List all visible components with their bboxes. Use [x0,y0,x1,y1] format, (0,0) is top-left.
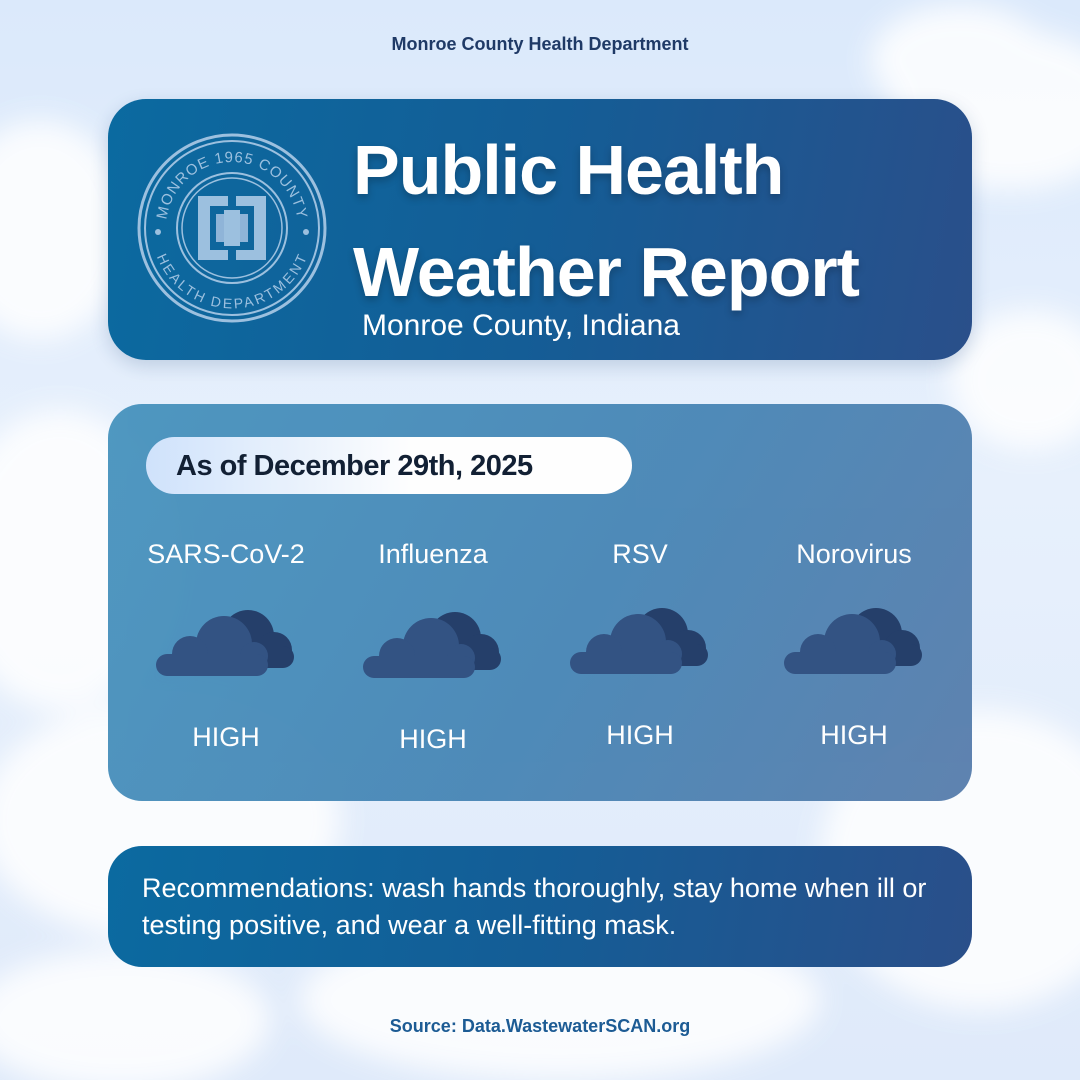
cloudy-icon [570,604,710,676]
levels-card [108,404,972,801]
organization-name: Monroe County Health Department [391,34,689,54]
pathogen-rsv [540,534,740,751]
title-line-2: Weather Report [353,233,859,311]
location-subtitle: Monroe County, Indiana [362,309,680,342]
county-seal-logo [136,132,328,324]
pathogen-name: Influenza [378,539,488,569]
report-date: As of December 29th, 2025 [176,450,533,482]
recommendations-card [108,846,972,967]
level-label: HIGH [820,720,888,750]
pathogen-sars-cov-2 [126,534,326,753]
cloudy-icon [784,604,924,676]
pathogen-name: RSV [612,539,668,569]
pathogen-name: Norovirus [796,539,912,569]
level-label: HIGH [192,722,260,752]
date-pill [146,437,632,494]
page-title [353,119,859,323]
cloudy-icon [156,606,296,678]
pathogen-influenza [333,534,533,755]
source-citation: Source: Data.WastewaterSCAN.org [389,1016,691,1036]
title-line-1: Public Health [353,131,784,209]
header-card [108,99,972,360]
cloudy-icon [363,608,503,680]
level-label: HIGH [399,724,467,754]
pathogen-name: SARS-CoV-2 [147,539,305,569]
level-label: HIGH [606,720,674,750]
pathogen-norovirus [754,534,954,751]
recommendations-text: Recommendations: wash hands thoroughly, stay home when ill or testing positive, and wear a well-fitting mask. [142,873,927,940]
svg-text:HEALTH DEPARTMENT: HEALTH DEPARTMENT [153,251,311,312]
svg-text:MONROE 1965 COUNTY: MONROE 1965 COUNTY [153,148,311,221]
